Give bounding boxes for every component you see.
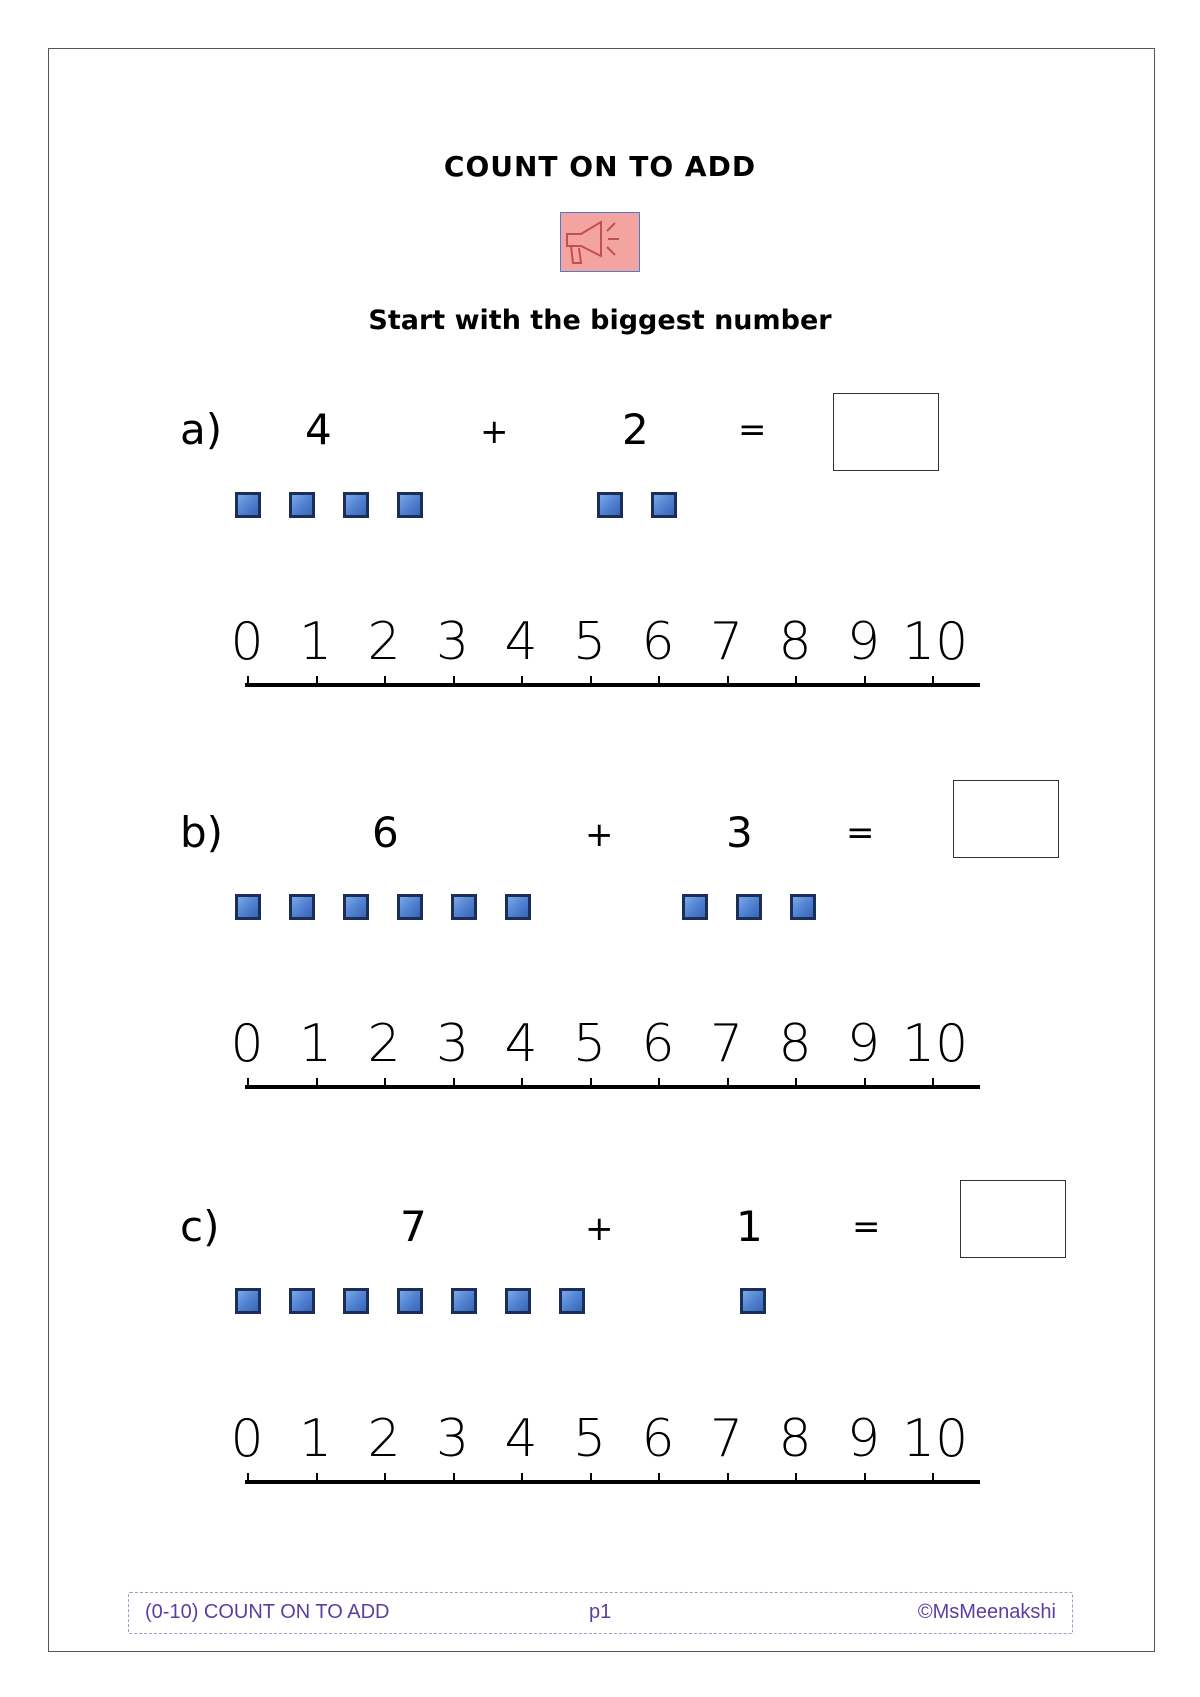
number-line-tick <box>316 1078 318 1088</box>
number-line-label: 6 <box>641 1409 675 1469</box>
number-line-label: 10 <box>902 1409 969 1469</box>
number-line-b <box>225 1002 985 1112</box>
question-c-second-number: 1 <box>736 1202 763 1251</box>
number-line-tick <box>384 676 386 686</box>
question-c-first-number: 7 <box>400 1202 427 1251</box>
number-line-label: 7 <box>709 612 744 672</box>
question-b-equals-sign: = <box>846 813 875 853</box>
counting-cube <box>505 894 531 920</box>
number-line-tick <box>590 676 592 686</box>
number-line-label: 3 <box>435 1409 470 1469</box>
counting-cube <box>343 492 369 518</box>
counting-cube <box>343 1288 369 1314</box>
number-line-tick <box>453 1473 455 1483</box>
number-line-c <box>225 1397 985 1507</box>
number-line-tick <box>453 1078 455 1088</box>
number-line-tick <box>247 676 249 686</box>
number-line-tick <box>932 1078 934 1088</box>
number-line-tick <box>384 1473 386 1483</box>
number-line-tick <box>521 1078 523 1088</box>
counting-cube <box>790 894 816 920</box>
number-line-tick <box>590 1078 592 1088</box>
counting-cube <box>451 1288 477 1314</box>
number-line-tick <box>795 1473 797 1483</box>
counting-cube <box>397 894 423 920</box>
instruction-text: Start with the biggest number <box>368 305 832 336</box>
counting-cube <box>505 1288 531 1314</box>
number-line-label: 1 <box>298 1014 333 1074</box>
number-line-label: 1 <box>298 612 333 672</box>
number-line-axis <box>245 1085 980 1089</box>
number-line-tick <box>590 1473 592 1483</box>
number-line-label: 1 <box>298 1409 333 1469</box>
counting-cube <box>289 1288 315 1314</box>
number-line-tick <box>864 1078 866 1088</box>
number-line-label: 6 <box>641 1014 675 1074</box>
number-line-tick <box>316 1473 318 1483</box>
number-line-label: 4 <box>504 1409 538 1469</box>
counting-cube <box>597 492 623 518</box>
question-c-answer-box[interactable] <box>960 1180 1066 1258</box>
number-line-tick <box>795 676 797 686</box>
number-line-axis <box>245 683 980 687</box>
number-line-label: 3 <box>435 1014 470 1074</box>
number-line-tick <box>658 1078 660 1088</box>
number-line-tick <box>727 676 729 686</box>
counting-cube <box>343 894 369 920</box>
question-b-second-number: 3 <box>726 808 753 857</box>
footer-credit: ©MsMeenakshi <box>917 1601 1056 1623</box>
number-line-label: 8 <box>778 1409 812 1469</box>
counting-cube <box>235 492 261 518</box>
megaphone-icon[interactable] <box>560 212 640 272</box>
number-line-label: 7 <box>709 1409 744 1469</box>
counting-cube <box>651 492 677 518</box>
number-line-axis <box>245 1480 980 1484</box>
number-line-label: 9 <box>846 1409 881 1469</box>
number-line-tick <box>658 676 660 686</box>
number-line-tick <box>316 676 318 686</box>
number-line-tick <box>864 676 866 686</box>
footer-title: (0-10) COUNT ON TO ADD <box>145 1601 390 1623</box>
counting-cube <box>235 894 261 920</box>
question-a-second-number: 2 <box>622 405 649 454</box>
number-line-label: 9 <box>846 612 881 672</box>
question-c-equals-sign: = <box>852 1207 881 1247</box>
question-b-label: b) <box>180 808 224 857</box>
counting-cube <box>559 1288 585 1314</box>
question-b-answer-box[interactable] <box>953 780 1059 858</box>
number-line-tick <box>727 1078 729 1088</box>
number-line-tick <box>521 676 523 686</box>
page-title: COUNT ON TO ADD <box>443 150 757 183</box>
number-line-tick <box>247 1473 249 1483</box>
counting-cube <box>682 894 708 920</box>
question-a-equals-sign: = <box>738 410 767 450</box>
question-a-answer-box[interactable] <box>833 393 939 471</box>
number-line-tick <box>795 1078 797 1088</box>
counting-cube <box>736 894 762 920</box>
number-line-tick <box>521 1473 523 1483</box>
counting-cube <box>289 492 315 518</box>
question-c-plus-sign: + <box>585 1209 614 1249</box>
number-line-tick <box>727 1473 729 1483</box>
question-a-label: a) <box>180 405 223 454</box>
counting-cube <box>397 492 423 518</box>
page-footer <box>128 1592 1073 1634</box>
question-c-label: c) <box>180 1202 220 1251</box>
question-a-first-number: 4 <box>305 405 332 454</box>
number-line-label: 5 <box>572 1014 607 1074</box>
number-line-label: 2 <box>367 1014 401 1074</box>
number-line-label: 2 <box>367 1409 401 1469</box>
number-line-label: 5 <box>572 612 607 672</box>
number-line-tick <box>658 1473 660 1483</box>
page-number: p1 <box>589 1601 612 1623</box>
number-line-tick <box>864 1473 866 1483</box>
number-line-tick <box>384 1078 386 1088</box>
counting-cube <box>235 1288 261 1314</box>
number-line-label: 6 <box>641 612 675 672</box>
number-line-label: 0 <box>230 612 264 672</box>
number-line-label: 3 <box>435 612 470 672</box>
number-line-a <box>225 600 985 710</box>
number-line-label: 0 <box>230 1409 264 1469</box>
counting-cube <box>289 894 315 920</box>
number-line-tick <box>247 1078 249 1088</box>
number-line-label: 2 <box>367 612 401 672</box>
number-line-label: 8 <box>778 612 812 672</box>
counting-cube <box>451 894 477 920</box>
number-line-label: 4 <box>504 1014 538 1074</box>
question-a-plus-sign: + <box>480 412 509 452</box>
counting-cube <box>397 1288 423 1314</box>
question-b-plus-sign: + <box>585 815 614 855</box>
number-line-label: 8 <box>778 1014 812 1074</box>
counting-cube <box>740 1288 766 1314</box>
number-line-label: 10 <box>902 1014 969 1074</box>
number-line-label: 7 <box>709 1014 744 1074</box>
number-line-label: 10 <box>902 612 969 672</box>
number-line-label: 9 <box>846 1014 881 1074</box>
number-line-tick <box>932 1473 934 1483</box>
question-b-first-number: 6 <box>372 808 399 857</box>
number-line-label: 4 <box>504 612 538 672</box>
number-line-tick <box>453 676 455 686</box>
number-line-tick <box>932 676 934 686</box>
number-line-label: 0 <box>230 1014 264 1074</box>
number-line-label: 5 <box>572 1409 607 1469</box>
